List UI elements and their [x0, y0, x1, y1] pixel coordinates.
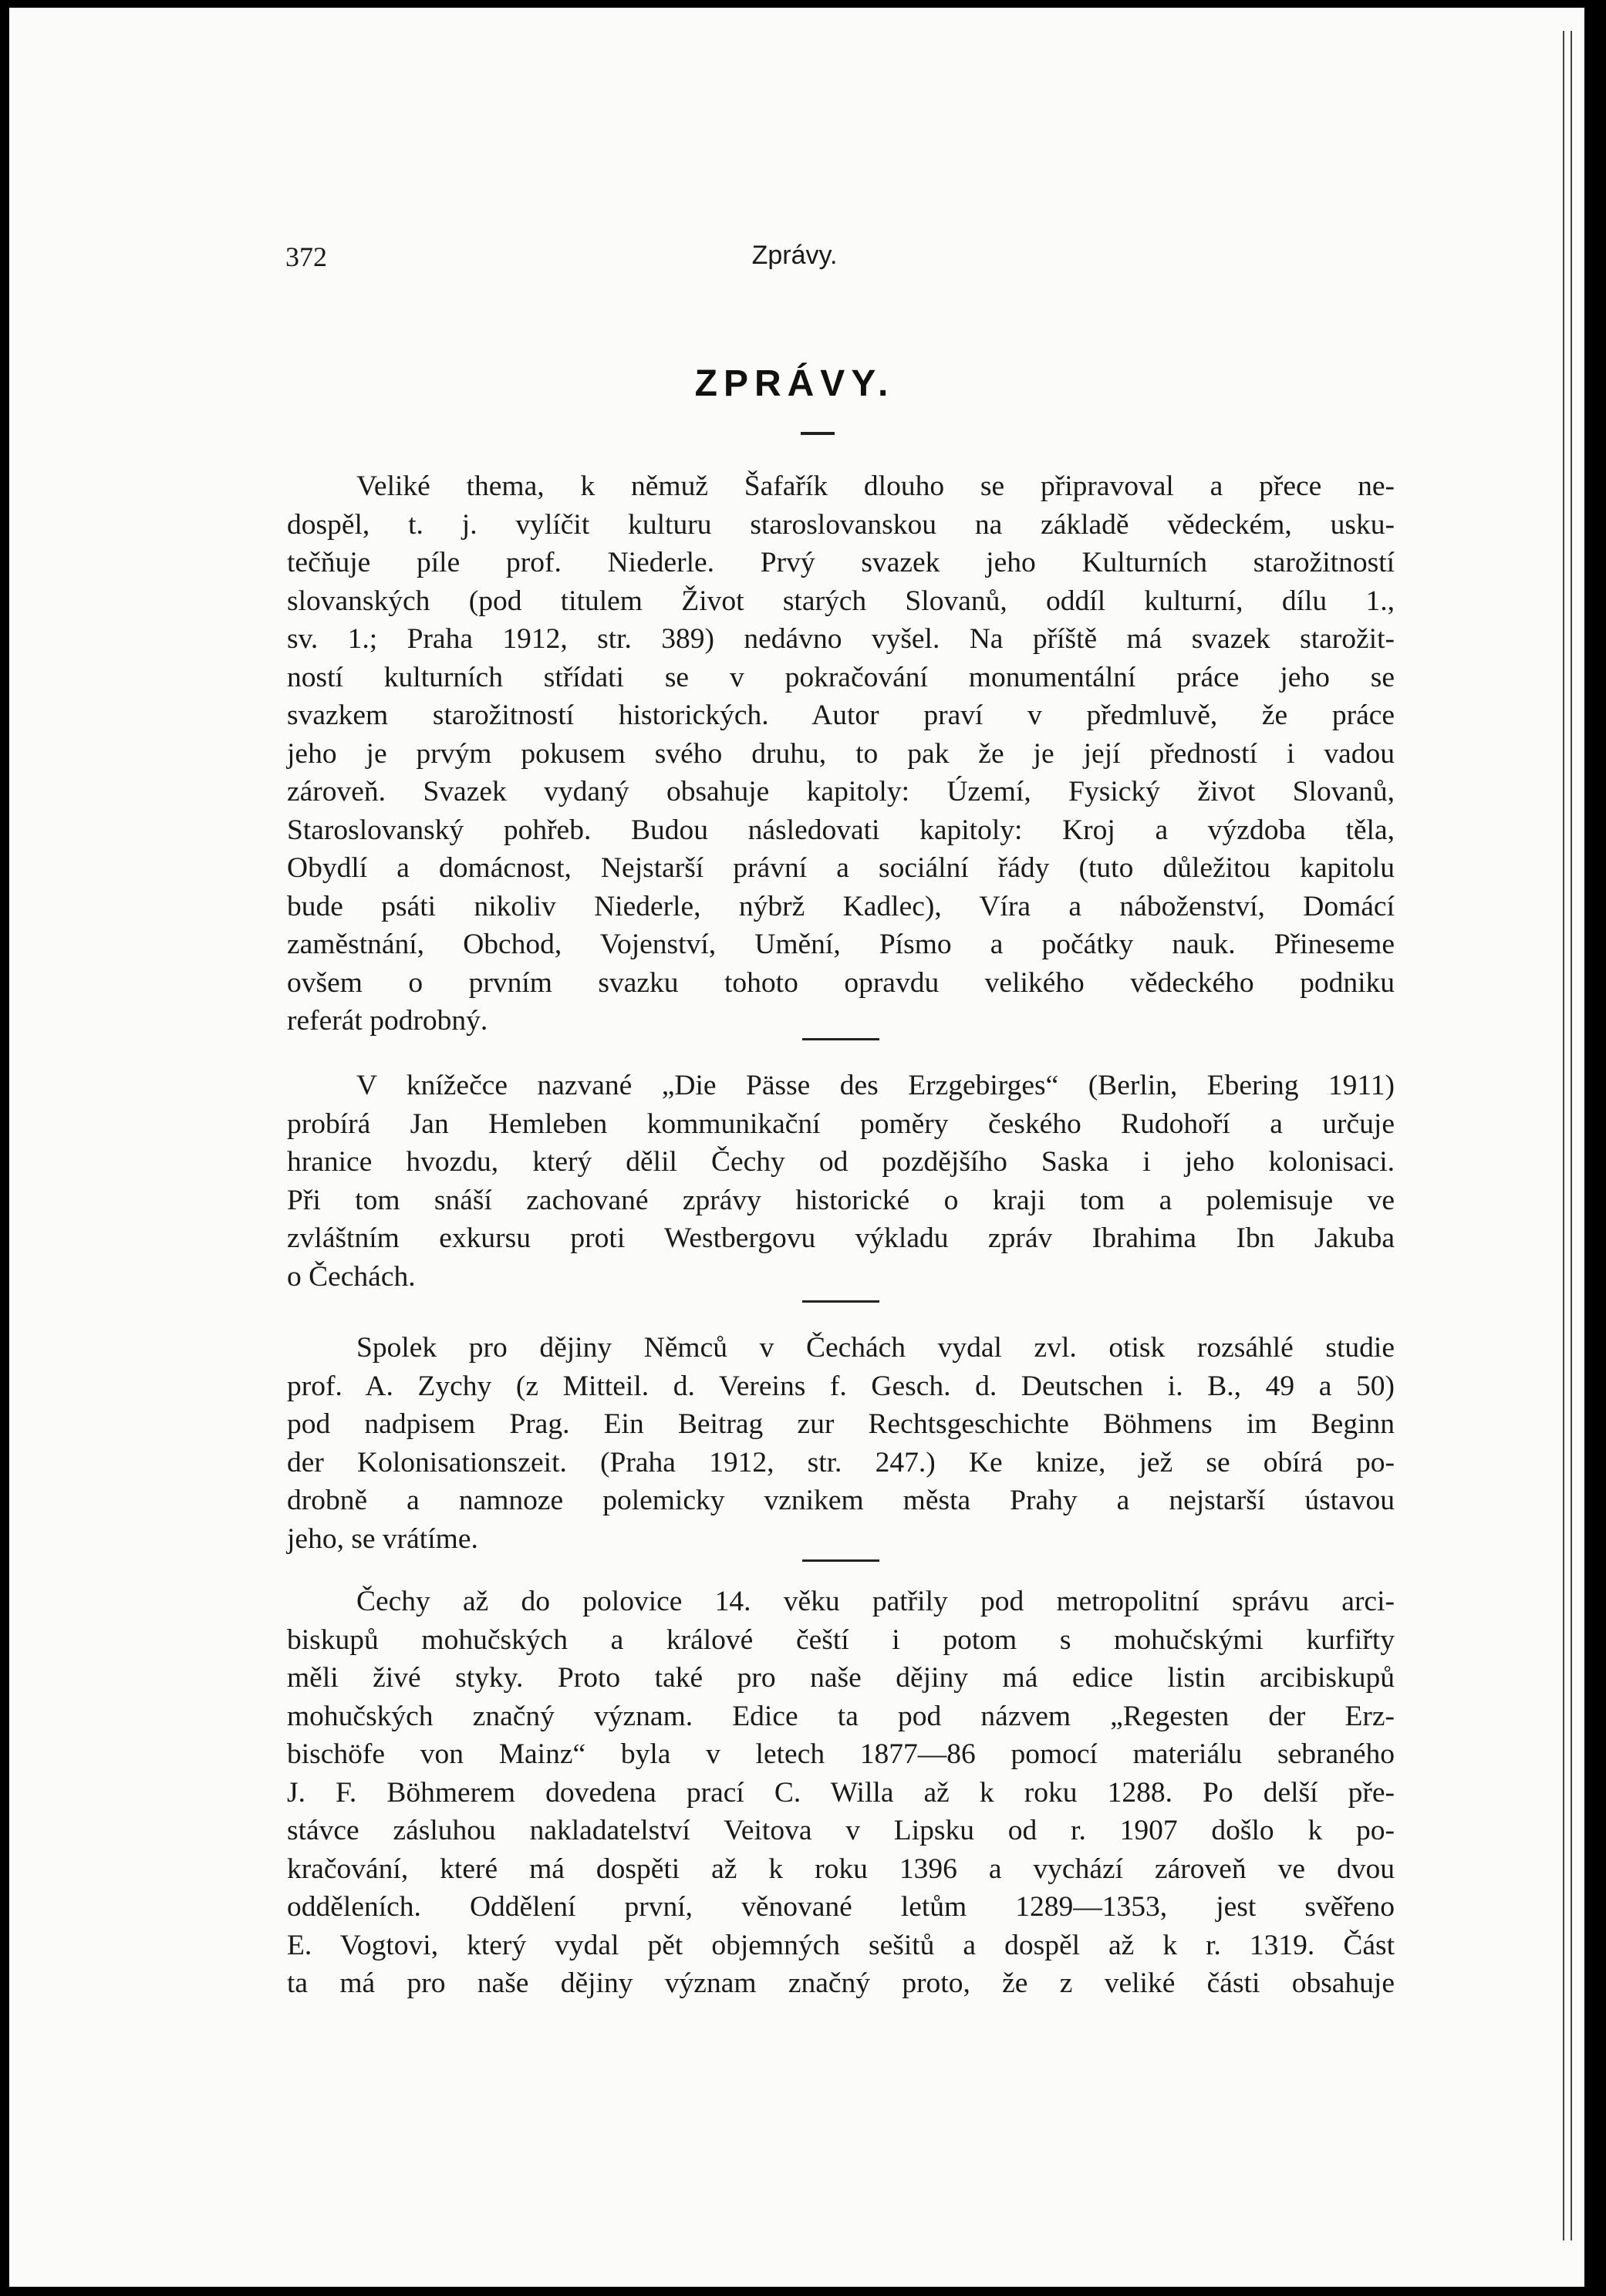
text-line: Obydlí a domácnost, Nejstarší právní a sociální řády (tuto důležitou kapitolu: [287, 852, 1395, 884]
text-line: zaměstnání, Obchod, Vojenství, Umění, Písmo a počátky nauk. Přineseme: [287, 929, 1395, 960]
section-divider: [802, 1300, 879, 1303]
section-divider: [802, 1038, 879, 1040]
binding-line: [1571, 31, 1572, 2240]
text-line: stávce zásluhou nakladatelství Veitova v Lipsku od r. 1907 došlo k po-: [287, 1815, 1395, 1846]
text-line: sv. 1.; Praha 1912, str. 389) nedávno vyšel. Na příště má svazek starožit-: [287, 623, 1395, 655]
text-line: kračování, které má dospěti až k roku 1396 a vychází zároveň ve dvou: [287, 1853, 1395, 1885]
text-line: E. Vogtovi, který vydal pět objemných sešitů a dospěl až k r. 1319. Část: [287, 1929, 1395, 1961]
text-line: zároveň. Svazek vydaný obsahuje kapitoly: Území, Fysický život Slovanů,: [287, 776, 1395, 807]
text-line: o Čechách.: [287, 1260, 416, 1293]
paragraph-2: [287, 1067, 1395, 1296]
section-title: ZPRÁVY.: [694, 363, 895, 404]
text-line: der Kolonisationszeit. (Praha 1912, str. 247.) Ke knize, jež se obírá po-: [287, 1446, 1395, 1478]
text-line: svazkem starožitností historických. Autor praví v předmluvě, že práce: [287, 700, 1395, 731]
text-line: bude psáti nikoliv Niederle, nýbrž Kadlec), Víra a náboženství, Domácí: [287, 890, 1395, 922]
text-line: Veliké thema, k němuž Šafařík dlouho se připravoval a přece ne-: [356, 470, 1395, 502]
text-line: probírá Jan Hemleben kommunikační poměry českého Rudohoří a určuje: [287, 1108, 1395, 1140]
text-line: mohučských značný význam. Edice ta pod názvem „Regesten der Erz-: [287, 1700, 1395, 1732]
paragraph-1: [287, 467, 1395, 1040]
section-divider: [802, 1559, 879, 1562]
text-line: odděleních. Oddělení první, věnované letům 1289—1353, jest svěřeno: [287, 1891, 1395, 1923]
text-line: zvláštním exkursu proti Westbergovu výkladu zpráv Ibrahima Ibn Jakuba: [287, 1222, 1395, 1254]
page-number: 372: [285, 241, 327, 272]
text-line: V knížečce nazvané „Die Pässe des Erzgebirges“ (Berlin, Ebering 1911): [356, 1070, 1395, 1101]
text-line: ovšem o prvním svazku tohoto opravdu velikého vědeckého podniku: [287, 966, 1395, 999]
text-line: biskupů mohučských a králové čeští i potom s mohučskými kurfiřty: [287, 1623, 1395, 1656]
text-line: Čechy až do polovice 14. věku patřily pod metropolitní správu arci-: [356, 1586, 1395, 1617]
title-rule: [801, 432, 835, 435]
text-line: drobně a namnoze polemicky vznikem města Prahy a nejstarší ústavou: [287, 1485, 1395, 1516]
text-line: Při tom snáší zachované zprávy historické o kraji tom a polemisuje ve: [287, 1184, 1395, 1216]
text-line: pod nadpisem Prag. Ein Beitrag zur Rechtsgeschichte Böhmens im Beginn: [287, 1408, 1395, 1440]
binding-line: [1563, 31, 1564, 2240]
text-line: ta má pro naše dějiny význam značný proto, že z veliké části obsahuje: [287, 1967, 1395, 1999]
paragraph-3: [287, 1329, 1395, 1558]
text-line: Spolek pro dějiny Němců v Čechách vydal zvl. otisk rozsáhlé studie: [356, 1332, 1395, 1364]
text-line: jeho, se vrátíme.: [287, 1522, 478, 1555]
text-line: referát podrobný.: [287, 1005, 488, 1037]
page-header: [285, 241, 1396, 279]
text-line: J. F. Böhmerem dovedena prací C. Willa až k roku 1288. Po delší pře-: [287, 1776, 1395, 1809]
text-line: jeho je prvým pokusem svého druhu, to pak že je její předností i vadou: [287, 737, 1395, 770]
text-line: bischöfe von Mainz“ byla v letech 1877—86 pomocí materiálu sebraného: [287, 1738, 1395, 1770]
text-line: Staroslovanský pohřeb. Budou následovati kapitoly: Kroj a výzdoba těla,: [287, 814, 1395, 846]
text-line: dospěl, t. j. vylíčit kulturu staroslovanskou na základě vědeckém, usku-: [287, 508, 1395, 541]
text-line: tečňuje píle prof. Niederle. Prvý svazek jeho Kulturních starožitností: [287, 547, 1395, 578]
text-line: slovanských (pod titulem Život starých Slovanů, oddíl kulturní, dílu 1.,: [287, 585, 1395, 617]
text-line: hranice hvozdu, který dělil Čechy od pozdějšího Saska i jeho kolonisaci.: [287, 1146, 1395, 1178]
running-title: Zprávy.: [751, 241, 838, 270]
text-line: ností kulturních střídati se v pokračování monumentální práce jeho se: [287, 661, 1395, 693]
text-line: měli živé styky. Proto také pro naše dějiny má edice listin arcibiskupů: [287, 1662, 1395, 1694]
paragraph-4: [287, 1583, 1395, 2003]
text-line: prof. A. Zychy (z Mitteil. d. Vereins f. Gesch. d. Deutschen i. B., 49 a 50): [287, 1370, 1395, 1402]
